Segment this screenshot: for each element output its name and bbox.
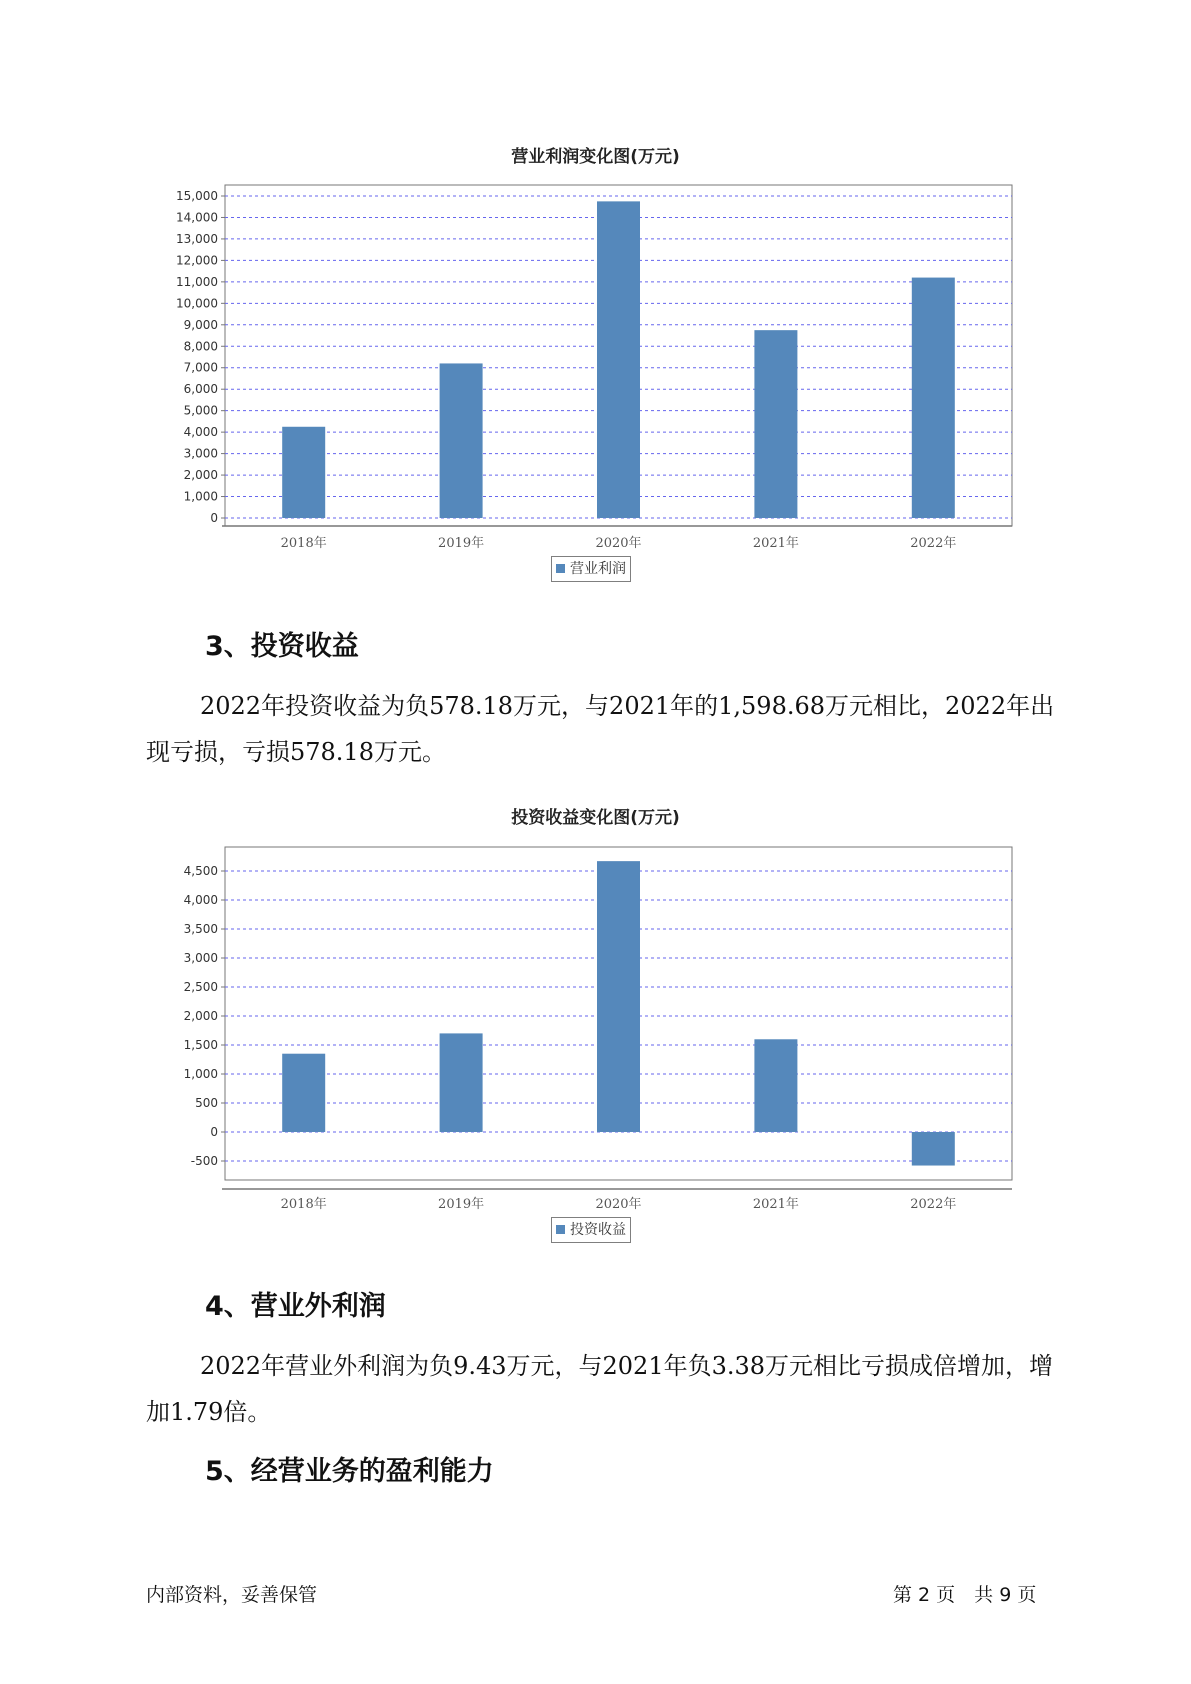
y-tick-label: 3,000: [183, 446, 218, 461]
bar-2021年: [754, 1039, 797, 1132]
paragraph-non-operating: 2022年营业外利润为负9.43万元，与2021年负3.38万元相比亏损成倍增加，增加1.79倍。: [146, 1352, 1054, 1426]
y-tick-label: 0: [210, 511, 218, 525]
x-tick-label: 2019年: [438, 536, 485, 551]
chart-title-operating-profit: 营业利润变化图(万元): [511, 147, 680, 167]
y-tick-label: 3,500: [183, 922, 218, 936]
y-tick-label: 500: [195, 1096, 218, 1110]
y-tick-label: 5,000: [183, 403, 218, 418]
bar-2022年: [912, 1132, 955, 1166]
x-tick-label: 2021年: [752, 1197, 799, 1212]
x-tick-label: 2022年: [910, 1197, 957, 1212]
y-tick-label: 3,000: [183, 951, 218, 965]
y-tick-label: 1,000: [183, 1067, 218, 1081]
y-tick-label: 2,000: [183, 468, 218, 483]
x-tick-label: 2020年: [595, 1197, 642, 1212]
y-tick-label: 4,000: [183, 425, 218, 440]
y-tick-label: 1,500: [183, 1038, 218, 1052]
x-tick-label: 2020年: [595, 536, 642, 551]
y-tick-label: 6,000: [183, 382, 218, 397]
chart-legend-investment-income: [551, 1217, 631, 1243]
section-heading-profitability: 5、经营业务的盈利能力: [205, 1456, 494, 1487]
y-tick-label: 12,000: [176, 253, 218, 268]
y-tick-label: 13,000: [176, 231, 218, 246]
y-tick-label: 11,000: [176, 274, 218, 289]
y-tick-label: -500: [190, 1154, 218, 1168]
bar-2020年: [597, 861, 640, 1132]
bar-2018年: [282, 1054, 325, 1132]
x-tick-label: 2021年: [752, 536, 799, 551]
legend-label: 营业利润: [570, 561, 626, 577]
x-tick-label: 2018年: [280, 1197, 327, 1212]
legend-label: 投资收益: [570, 1222, 626, 1238]
footer-note: 内部资料，妥善保管: [146, 1584, 318, 1606]
y-tick-label: 4,500: [183, 864, 218, 878]
section-heading-investment: 3、投资收益: [205, 631, 359, 662]
y-tick-label: 1,000: [183, 489, 218, 504]
paragraph-investment: 2022年投资收益为负578.18万元，与2021年的1,598.68万元相比，2022年出现亏损，亏损578.18万元。: [146, 692, 1055, 766]
section-heading-non-operating: 4、营业外利润: [205, 1291, 386, 1322]
chart-title-investment-income: 投资收益变化图(万元): [511, 808, 680, 828]
page-number: 第 2 页 共 9 页: [893, 1584, 1037, 1606]
y-tick-label: 14,000: [176, 210, 218, 225]
y-tick-label: 9,000: [183, 317, 218, 332]
legend-swatch: [556, 1225, 565, 1234]
y-tick-label: 4,000: [183, 893, 218, 907]
bar-2019年: [440, 1033, 483, 1132]
y-tick-label: 0: [210, 1125, 218, 1139]
y-tick-label: 7,000: [183, 360, 218, 375]
y-tick-label: 15,000: [176, 189, 218, 203]
y-tick-label: 10,000: [176, 296, 218, 311]
y-tick-label: 8,000: [183, 339, 218, 354]
y-tick-label: 2,000: [183, 1009, 218, 1023]
y-tick-label: 2,500: [183, 980, 218, 994]
x-tick-label: 2022年: [910, 536, 957, 551]
x-tick-label: 2018年: [280, 536, 327, 551]
x-tick-label: 2019年: [438, 1197, 485, 1212]
